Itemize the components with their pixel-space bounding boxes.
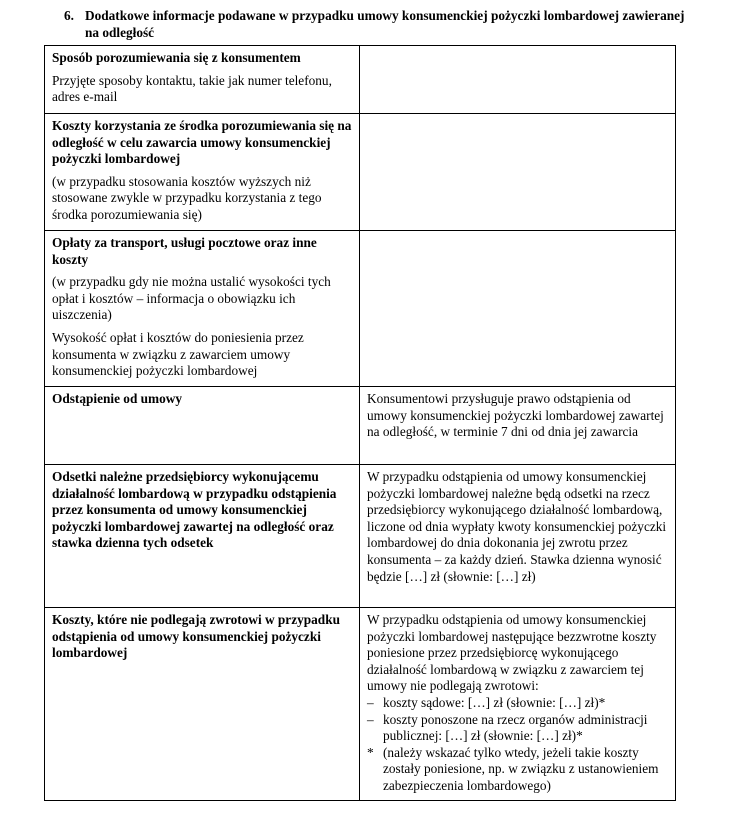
- section-heading: [64, 8, 714, 41]
- row-label-cell: [45, 608, 360, 801]
- row-label-cell: [45, 114, 360, 231]
- row-content-cell: [360, 465, 676, 608]
- row-label-cell: [45, 465, 360, 608]
- table-row: [45, 114, 676, 231]
- row-label-cell: [45, 387, 360, 465]
- row-label-cell: [45, 46, 360, 114]
- row-note: Przyjęte sposoby kontaktu, takie jak numer telefonu, adres e-mail: [52, 72, 332, 105]
- list-marker: –: [367, 711, 374, 727]
- footnote-text: (należy wskazać tylko wtedy, jeżeli takie koszty zostały poniesione, np. w związku z ustanowieniem zabezpieczenia lombardowego): [383, 744, 659, 793]
- section-title-line2: na odległość: [85, 24, 155, 40]
- footnote-marker: *: [367, 744, 374, 760]
- row-content: W przypadku odstąpienia od umowy konsumenckiej pożyczki lombardowej następujące bezzwrotne koszty poniesione przez przedsiębiorcę wykonującego działalność lombardową w związku z zawarciem tej umowy nie podlegają zwrotowi:: [367, 612, 657, 694]
- fill-in-field[interactable]: [360, 231, 676, 387]
- fill-in-field[interactable]: [360, 46, 676, 114]
- table-row: [45, 387, 676, 465]
- row-content-cell: [360, 608, 676, 801]
- row-note: Wysokość opłat i kosztów do poniesienia przez konsumenta w związku z zawarciem umowy konsumenckiej pożyczki lombardowej: [52, 329, 304, 379]
- table-row: [45, 46, 676, 114]
- table-row: [45, 231, 676, 387]
- row-content: Konsumentowi przysługuje prawo odstąpienia od umowy konsumenckiej pożyczki lombardowej zawartej na odległość, w terminie 7 dni od dnia jej zawarcia: [367, 391, 664, 440]
- list-marker: –: [367, 694, 374, 710]
- list-item-text: koszty ponoszone na rzecz organów administracji publicznej: […] zł (słownie: […] zł)*: [383, 711, 648, 744]
- row-title: Sposób porozumiewania się z konsumentem: [52, 50, 301, 65]
- list-item: [367, 695, 669, 712]
- footnote-item: [367, 745, 669, 795]
- row-note: (w przypadku stosowania kosztów wyższych niż stosowane zwykle w przypadku korzystania z tego środka porozumiewania się): [52, 173, 322, 222]
- table-row: [45, 465, 676, 608]
- row-content: W przypadku odstąpienia od umowy konsumenckiej pożyczki lombardowej należne będą odsetki na rzecz przedsiębiorcy wykonującego działalność lombardową, liczone od dnia wypłaty kwoty konsumenckiej pożyczki lombardowej do dnia dokonania jej zwrotu przez konsumenta – za każdy dzień. Stawka dzienna wynosić będzie […] zł (słownie: […] zł): [367, 469, 667, 584]
- row-note: (w przypadku gdy nie można ustalić wysokości tych opłat i kosztów – informacja o obowiązku ich uiszczenia): [52, 274, 331, 323]
- list-item-text: koszty sądowe: […] zł (słownie: […] zł)*: [383, 694, 606, 710]
- information-table: [44, 45, 676, 801]
- list-item: [367, 712, 669, 745]
- section-number: 6.: [64, 8, 74, 23]
- row-title: Opłaty za transport, usługi pocztowe oraz inne koszty: [52, 235, 317, 267]
- row-content-cell: [360, 387, 676, 465]
- row-title: Koszty korzystania ze środka porozumiewania się na odległość w celu zawarcia umowy konsumenckiej pożyczki lombardowej: [52, 118, 352, 167]
- row-title: Odstąpienie od umowy: [52, 391, 183, 406]
- cost-list: [367, 695, 669, 795]
- fill-in-field[interactable]: [360, 114, 676, 231]
- row-title: Koszty, które nie podlegają zwrotowi w przypadku odstąpienia od umowy konsumenckiej pożyczki lombardowej: [52, 612, 340, 661]
- row-label-cell: [45, 231, 360, 387]
- row-title: Odsetki należne przedsiębiorcy wykonującemu działalność lombardową w przypadku odstąpienia przez konsumenta od umowy konsumenckiej pożyczki lombardowej zawartej na odległość oraz stawka dzienna tych odsetek: [52, 469, 337, 551]
- section-title-line1: Dodatkowe informacje podawane w przypadku umowy konsumenckiej pożyczki lombardowej zawieranej: [85, 8, 685, 23]
- table-row: [45, 608, 676, 801]
